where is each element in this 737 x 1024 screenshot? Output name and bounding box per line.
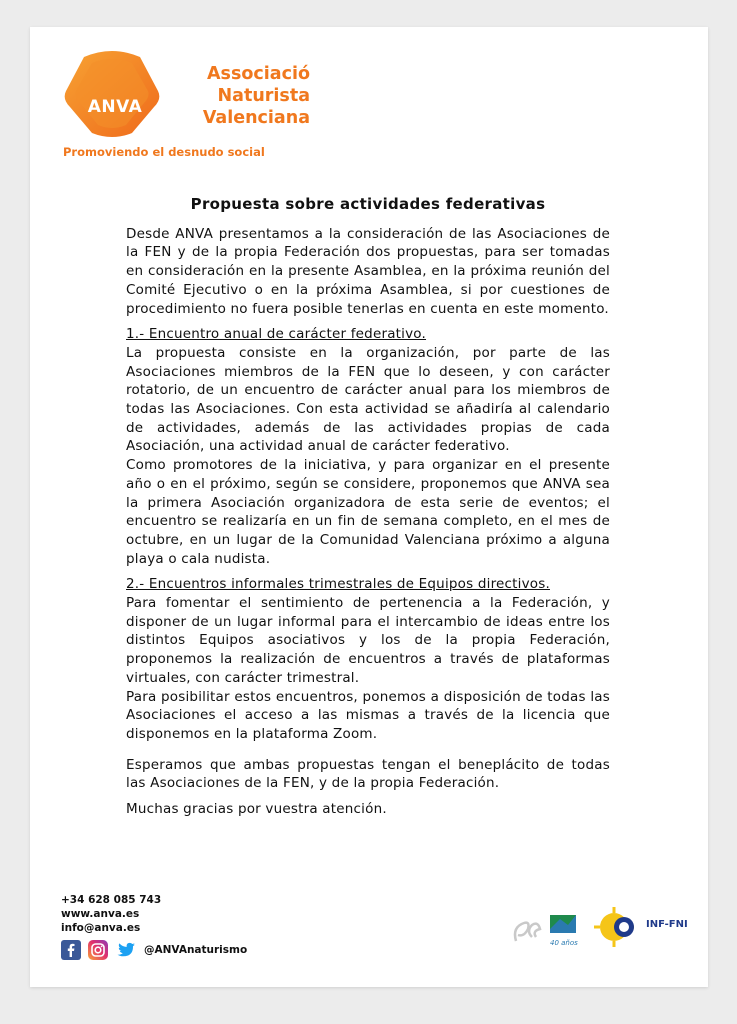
org-name [150,63,310,129]
thanks-line: Muchas gracias por vuestra atención. [126,801,387,818]
section-2-heading: 2.- Encuentros informales trimestrales de Equipos directivos. [126,576,550,593]
website-link[interactable]: www.anva.es [61,908,140,920]
anva-hexagon-icon [62,49,162,139]
anva-logo [62,49,310,159]
facebook-icon[interactable] [61,940,81,960]
partner-logos [510,903,690,953]
anva-badge-text: ANVA [87,97,143,117]
fni-sun-icon [592,905,642,949]
section-2-paragraph-1: Para fomentar el sentimiento de pertenencia a la Federación, y disponer de un lugar informal para el intercambio de ideas entre los distintos Equipos asociativos y los de la propia Federación, proponemos la realización de encuentros a través de plataformas virtuales, con carácter trimestral. [126,595,610,686]
fen-years-label: 40 años [550,939,578,947]
phone-number: +34 628 085 743 [61,894,162,906]
document-body [126,195,610,819]
section-1-heading: 1.- Encuentro anual de carácter federativo. [126,326,427,343]
twitter-icon[interactable] [115,940,135,960]
instagram-icon[interactable] [88,940,108,960]
document-title: Propuesta sobre actividades federativas [190,195,546,213]
document-page [30,27,708,987]
social-handle: @ANVAnaturismo [144,944,248,956]
org-name-line-1: Associació [207,64,310,84]
org-tagline: Promoviendo el desnudo social [63,145,265,159]
section-1-paragraph-1: La propuesta consiste en la organización, por parte de las Asociaciones miembros de la FEN que lo deseen, y con carácter rotatorio, de un encuentro de carácter anual para los miembros de todas las Asociaciones. Con esta actividad se añadiría al calendario de actividades, además de las actividades propias de cada Asociación, una actividad anual de carácter federativo. [126,344,610,455]
section-1-paragraph-2: Como promotores de la iniciativa, y para organizar en el presente año o en el próximo, según se considere, proponemos que ANVA sea la primera Asociación organizadora de esta serie de eventos; el encuentro se realizaría en un fin de semana completo, en el mes de octubre, en un lugar de la Comunidad Valenciana próximo a alguna playa o cala nudista. [126,457,610,567]
section-2-paragraph-2: Para posibilitar estos encuentros, ponemos a disposición de todas las Asociaciones el acceso a las mismas a través de la licencia que disponemos en la plataforma Zoom. [126,688,610,742]
footer-contact [61,893,161,935]
org-name-line-3: Valenciana [202,108,310,128]
closing-paragraph: Esperamos que ambas propuestas tengan el beneplácito de todas las Asociaciones de la FEN, y de la propia Federación. [126,756,610,792]
social-links [61,939,247,961]
email-link[interactable]: info@anva.es [61,922,141,934]
org-name-line-2: Naturista [217,86,310,106]
fni-label: INF-FNI [646,919,688,930]
intro-paragraph: Desde ANVA presentamos a la consideración de las Asociaciones de la FEN y de la propia Federación dos propuestas, para ser tomadas en consideración en la presente Asamblea, en la próxima reunión del Comité Ejecutivo o en la próxima Asamblea, si por cuestiones de procedimiento no fuera posible tenerlas en cuenta en este momento. [126,225,610,317]
